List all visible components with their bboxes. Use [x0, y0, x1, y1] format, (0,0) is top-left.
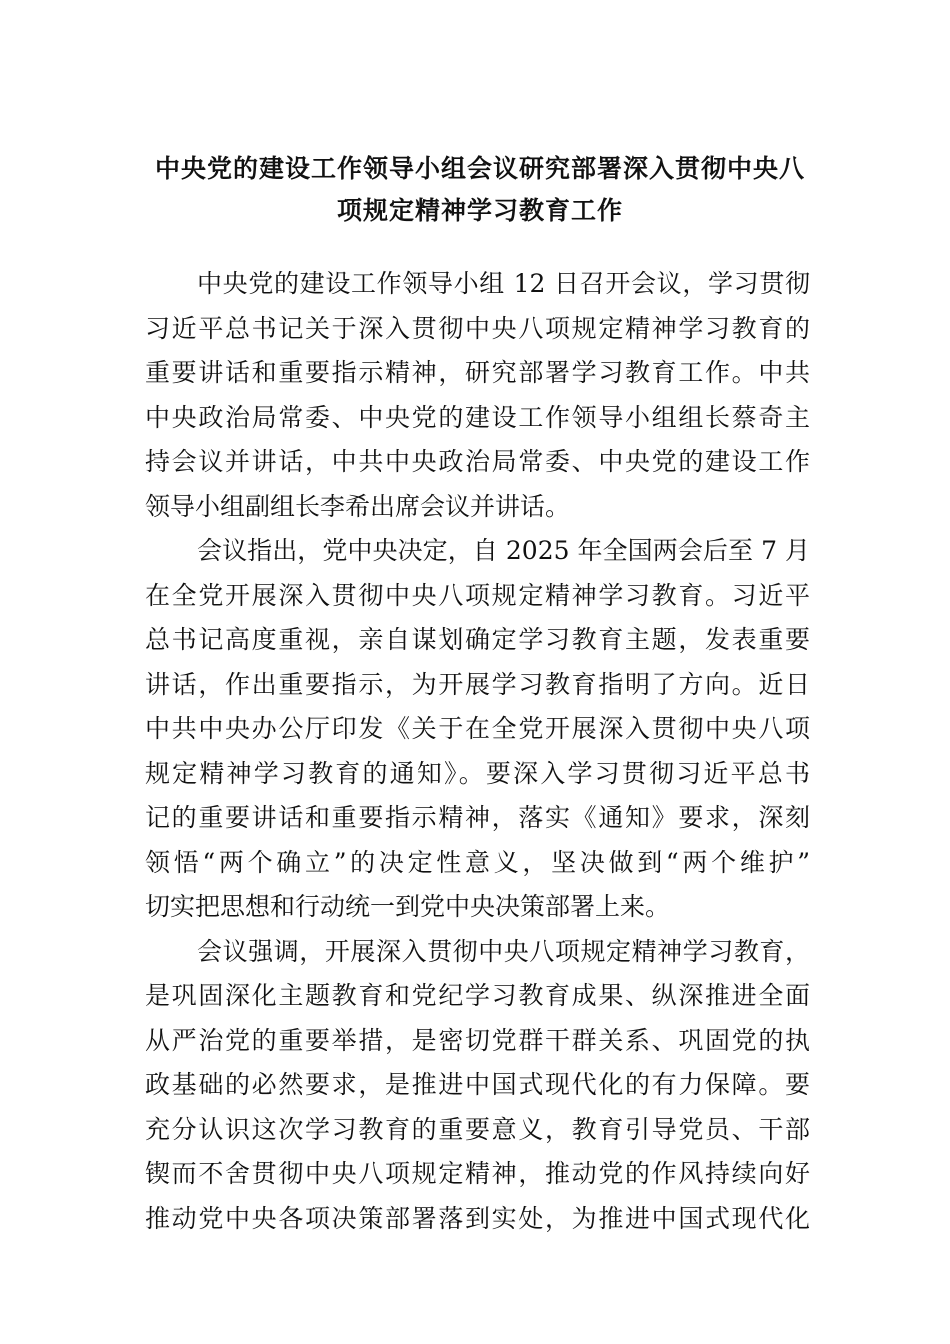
paragraph-line: 重要讲话和重要指示精神，研究部署学习教育工作。中共: [145, 358, 810, 387]
title-line-2: 项规定精神学习教育工作: [336, 196, 623, 225]
paragraph-line: 中共中央办公厅印发《关于在全党开展深入贯彻中央八项: [145, 714, 810, 743]
paragraph-line: 推动党中央各项决策部署落到实处，为推进中国式现代化: [145, 1203, 810, 1233]
page-title: [140, 148, 820, 232]
paragraph-line: 中央党的建设工作领导小组 12 日召开会议，学习贯彻: [197, 269, 810, 298]
paragraph-line: 习近平总书记关于深入贯彻中央八项规定精神学习教育的: [145, 313, 810, 343]
article-body: [145, 262, 810, 1241]
title-line-1: 中央党的建设工作领导小组会议研究部署深入贯彻中央八: [154, 154, 805, 183]
paragraph-line: 记的重要讲话和重要指示精神，落实《通知》要求，深刻: [145, 803, 810, 832]
paragraph-line: 会议强调，开展深入贯彻中央八项规定精神学习教育，: [197, 936, 810, 966]
paragraph-line: 政基础的必然要求，是推进中国式现代化的有力保障。要: [145, 1070, 810, 1099]
paragraph-line: 中央政治局常委、中央党的建设工作领导小组组长蔡奇主: [145, 402, 810, 432]
paragraph-line: 总书记高度重视，亲自谋划确定学习教育主题，发表重要: [145, 625, 810, 654]
paragraph-line: 讲话，作出重要指示，为开展学习教育指明了方向。近日: [145, 669, 810, 699]
paragraph-line: 会议指出，党中央决定，自 2025 年全国两会后至 7 月: [197, 536, 810, 565]
paragraph-line: 锲而不舍贯彻中央八项规定精神，推动党的作风持续向好: [145, 1159, 810, 1188]
paragraph-line: 是巩固深化主题教育和党纪学习教育成果、纵深推进全面: [145, 981, 810, 1010]
paragraph-line: 领悟“两个确立”的决定性意义，坚决做到“两个维护”: [145, 847, 810, 877]
paragraph-3: [145, 930, 810, 1242]
paragraph-line: 领导小组副组长李希出席会议并讲话。: [145, 491, 571, 521]
paragraph-2: [145, 529, 810, 930]
paragraph-line: 规定精神学习教育的通知》。要深入学习贯彻习近平总书: [145, 758, 810, 788]
paragraph-line: 切实把思想和行动统一到党中央决策部署上来。: [145, 892, 671, 921]
paragraph-line: 从严治党的重要举措，是密切党群干群关系、巩固党的执: [145, 1025, 810, 1055]
paragraph-line: 在全党开展深入贯彻中央八项规定精神学习教育。习近平: [145, 580, 810, 610]
paragraph-line: 充分认识这次学习教育的重要意义，教育引导党员、干部: [145, 1114, 810, 1144]
paragraph-line: 持会议并讲话，中共中央政治局常委、中央党的建设工作: [145, 447, 810, 476]
paragraph-1: [145, 262, 810, 529]
